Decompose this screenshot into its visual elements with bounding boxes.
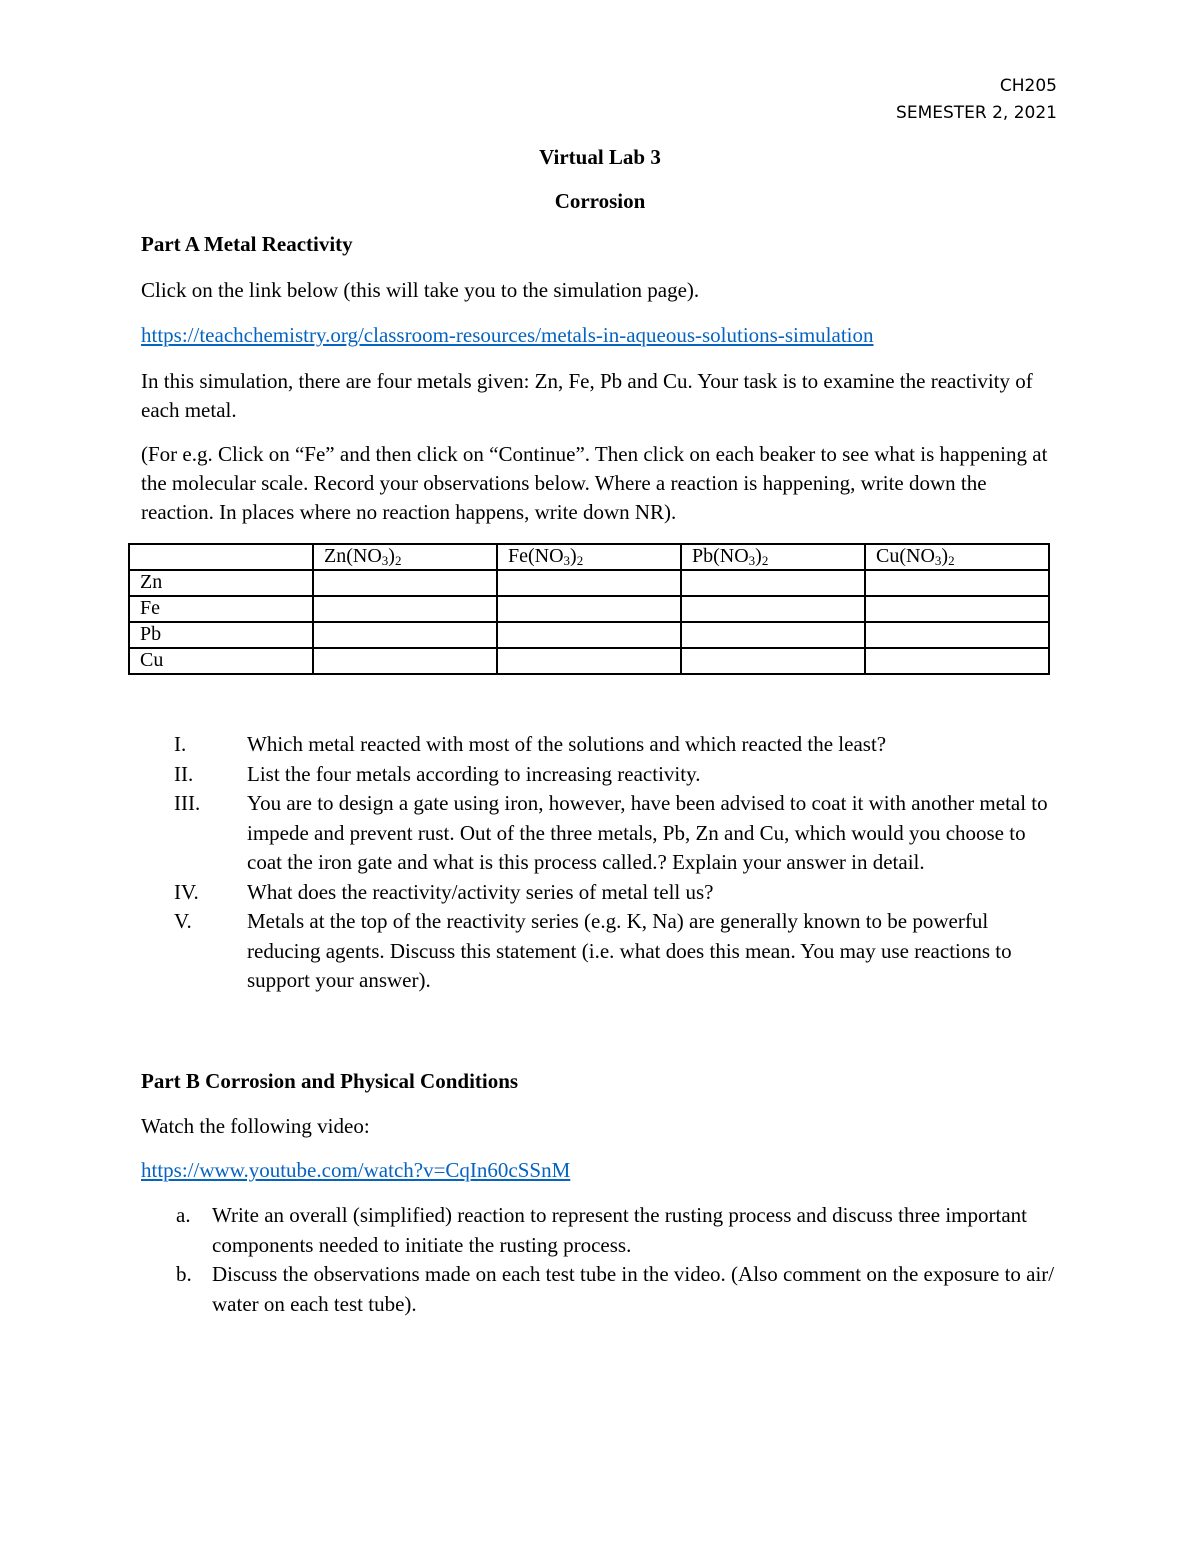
part-a-intro: Click on the link below (this will take you to the simulation page).: [141, 278, 700, 302]
list-item: [174, 730, 1054, 760]
page-subtitle: Corrosion: [554, 189, 646, 213]
list-text: Write an overall (simplified) reaction to represent the rusting process and discuss three important components needed to initiate the rusting process.: [212, 1203, 1027, 1257]
list-item: [176, 1260, 1056, 1319]
list-text: You are to design a gate using iron, however, have been advised to coat it with another metal to impede and prevent rust. Out of the three metals, Pb, Zn and Cu, which would you choose to coat the iron gate and what is this process called.? Explain your answer in detail.: [247, 791, 1048, 874]
table-cell[interactable]: [313, 648, 497, 674]
column-header: $Fe(NO_3)_2$: [497, 544, 681, 570]
column-header: $Cu(NO_3)_2$: [865, 544, 1049, 570]
part-a-heading: Part A Metal Reactivity: [141, 232, 353, 256]
table-cell[interactable]: [313, 622, 497, 648]
column-header: $Zn(NO_3)_2$: [313, 544, 497, 570]
row-header: Pb: [129, 622, 313, 648]
part-b-intro: Watch the following video:: [141, 1114, 370, 1138]
row-header: Zn: [129, 570, 313, 596]
list-text: List the four metals according to increasing reactivity.: [247, 761, 701, 786]
list-text: What does the reactivity/activity series of metal tell us?: [247, 879, 714, 904]
table-cell[interactable]: [313, 570, 497, 596]
list-letter: a.: [176, 1203, 191, 1227]
list-number: III.: [174, 791, 201, 815]
table-cell[interactable]: [497, 622, 681, 648]
simulation-link-row: [141, 321, 1051, 350]
part-a-task: In this simulation, there are four metals given: Zn, Fe, Pb and Cu. Your task is to examine the reactivity of each metal.: [141, 369, 1033, 422]
observation-table: [128, 543, 1050, 675]
row-header: Cu: [129, 648, 313, 674]
table-cell[interactable]: [865, 596, 1049, 622]
page-title: Virtual Lab 3: [539, 145, 661, 169]
list-number: V.: [174, 909, 192, 933]
column-header: $Pb(NO_3)_2$: [681, 544, 865, 570]
part-a-instructions: (For e.g. Click on “Fe” and then click on “Continue”. Then click on each beaker to see what is happening at the molecular scale. Record your observations below. Where a reaction is happening, write down the reaction. In places where no reaction happens, write down NR).: [141, 442, 1048, 524]
table-cell[interactable]: [313, 596, 497, 622]
list-item: [176, 1201, 1056, 1260]
list-item: [174, 878, 1054, 908]
table-corner-cell: [129, 544, 313, 570]
part-b-heading: Part B Corrosion and Physical Conditions: [141, 1069, 519, 1093]
table-row: [129, 622, 1049, 648]
list-item: [174, 789, 1054, 878]
table-cell[interactable]: [681, 596, 865, 622]
list-number: I.: [174, 732, 187, 756]
table-row: [129, 570, 1049, 596]
row-header: Fe: [129, 596, 313, 622]
table-row: [129, 648, 1049, 674]
list-text: Metals at the top of the reactivity series (e.g. K, Na) are generally known to be powerful reducing agents. Discuss this statement (i.e. what does this mean. You may use reactions to support your answer).: [247, 909, 1012, 992]
table-row: [129, 596, 1049, 622]
semester-label: SEMESTER 2, 2021: [896, 103, 1057, 123]
list-text: Which metal reacted with most of the solutions and which reacted the least?: [247, 732, 887, 756]
list-text: Discuss the observations made on each test tube in the video. (Also comment on the exposure to air/ water on each test tube).: [212, 1262, 1055, 1316]
table-cell[interactable]: [865, 622, 1049, 648]
simulation-link[interactable]: https://teachchemistry.org/classroom-resources/metals-in-aqueous-solutions-simulation: [141, 323, 874, 347]
list-number: II.: [174, 761, 194, 786]
part-b-question-list: [176, 1201, 1056, 1319]
video-link-row: [141, 1156, 1051, 1185]
table-cell[interactable]: [681, 622, 865, 648]
course-code: CH205: [999, 76, 1057, 96]
table-cell[interactable]: [681, 570, 865, 596]
table-cell[interactable]: [865, 648, 1049, 674]
list-letter: b.: [176, 1262, 192, 1286]
list-item: [174, 907, 1054, 996]
part-a-question-list: [174, 730, 1054, 996]
table-cell[interactable]: [865, 570, 1049, 596]
table-cell[interactable]: [681, 648, 865, 674]
table-header-row: [129, 544, 1049, 570]
table-cell[interactable]: [497, 570, 681, 596]
list-number: IV.: [174, 879, 199, 904]
list-item: [174, 760, 1054, 790]
table-cell[interactable]: [497, 596, 681, 622]
video-link[interactable]: https://www.youtube.com/watch?v=CqIn60cSSnM: [141, 1158, 571, 1182]
table-cell[interactable]: [497, 648, 681, 674]
